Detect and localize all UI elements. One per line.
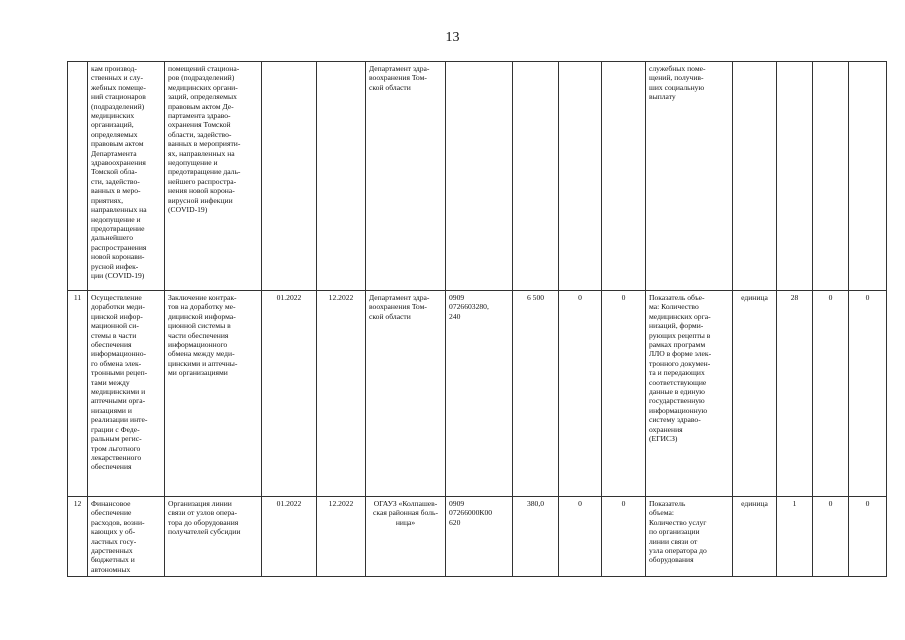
indicator-description: Показатель объе- ма: Количество медицинских орга- низаций, форми- рующих рецепты в рамках программ ЛЛО в форме элек- тронного докумен- та и передающих соответствующие данные в единую государственную информационную систему здраво- охранения (ЕГИСЗ) (646, 291, 733, 497)
table-row (68, 291, 887, 497)
indicator-unit: единица (733, 497, 777, 577)
indicator-description: служебных поме- щений, получив- ших социальную выплату (646, 62, 733, 291)
executor: Департамент здра- воохранения Том- ской области (366, 62, 446, 291)
indicator-value-2: 0 (813, 497, 849, 577)
indicator-unit (733, 62, 777, 291)
activity-content: помещений стациона- ров (подразделений) медицинских органи- заций, определяемых правовым актом Де- партамента здраво- охранения Томской области, задейство- ванных в мероприяти- ях, направленных на недопущение и предотвращение даль- нейшего распростра- нения новой корона- вирусной инфекции (COVID-19) (165, 62, 262, 291)
funding-year-3: 0 (602, 497, 646, 577)
budget-code (446, 62, 513, 291)
funding-year-1: 380,0 (513, 497, 559, 577)
indicator-value-1 (777, 62, 813, 291)
start-date: 01.2022 (262, 497, 317, 577)
indicator-value-3: 0 (849, 497, 887, 577)
activity-name: кам производ- ственных и слу- жебных помеще- ний стационаров (подразделений) медицинских организаций, определяемых правовым актом Департамента здравоохранения Томской обла- сти, задейство- ванных в меро- приятиях, направленных на недопущение и предотвращение дальнейшего распространения новой коронави- русной инфек- ции (COVID-19) (88, 62, 165, 291)
funding-year-2: 0 (559, 291, 602, 497)
funding-year-3: 0 (602, 291, 646, 497)
row-number (68, 62, 88, 291)
executor: ОГАУЗ «Колпашев- ская районная боль- ница» (366, 497, 446, 577)
end-date: 12.2022 (317, 497, 366, 577)
indicator-value-1: 1 (777, 497, 813, 577)
indicator-description: Показатель объема: Количество услуг по организации линии связи от узла оператора до оборудования (646, 497, 733, 577)
activity-name: Финансовое обеспечение расходов, возни- кающих у об- ластных госу- дарственных бюджетных и автономных (88, 497, 165, 577)
end-date (317, 62, 366, 291)
program-activities-table (67, 61, 887, 577)
activity-content: Заключение контрак- тов на доработку ме- дицинской информа- ционной системы в части обеспечения информационного обмена между меди- цинскими и аптечны- ми организациями (165, 291, 262, 497)
end-date: 12.2022 (317, 291, 366, 497)
indicator-value-2: 0 (813, 291, 849, 497)
indicator-value-3 (849, 62, 887, 291)
indicator-value-2 (813, 62, 849, 291)
table-row (68, 62, 887, 291)
row-number: 11 (68, 291, 88, 497)
row-number: 12 (68, 497, 88, 577)
budget-code: 0909 0726603280, 240 (446, 291, 513, 497)
activity-content: Организация линии связи от узлов опера- тора до оборудования получателей субсидии (165, 497, 262, 577)
budget-code: 0909 07266000К00 620 (446, 497, 513, 577)
indicator-unit: единица (733, 291, 777, 497)
start-date (262, 62, 317, 291)
funding-year-1 (513, 62, 559, 291)
funding-year-2: 0 (559, 497, 602, 577)
activity-name: Осуществление доработки меди- цинской инфор- мационной си- стемы в части обеспечения информационно- го обмена элек- тронными рецеп- тами между медицинскими и аптечными орга- низациями и реализации инте- грации с Феде- ральным регис- тром льготного лекарственного обеспечения (88, 291, 165, 497)
page-number: 13 (445, 30, 460, 45)
start-date: 01.2022 (262, 291, 317, 497)
funding-year-1: 6 500 (513, 291, 559, 497)
funding-year-3 (602, 62, 646, 291)
funding-year-2 (559, 62, 602, 291)
indicator-value-3: 0 (849, 291, 887, 497)
indicator-value-1: 28 (777, 291, 813, 497)
executor: Департамент здра- воохранения Том- ской области (366, 291, 446, 497)
table-row (68, 497, 887, 577)
